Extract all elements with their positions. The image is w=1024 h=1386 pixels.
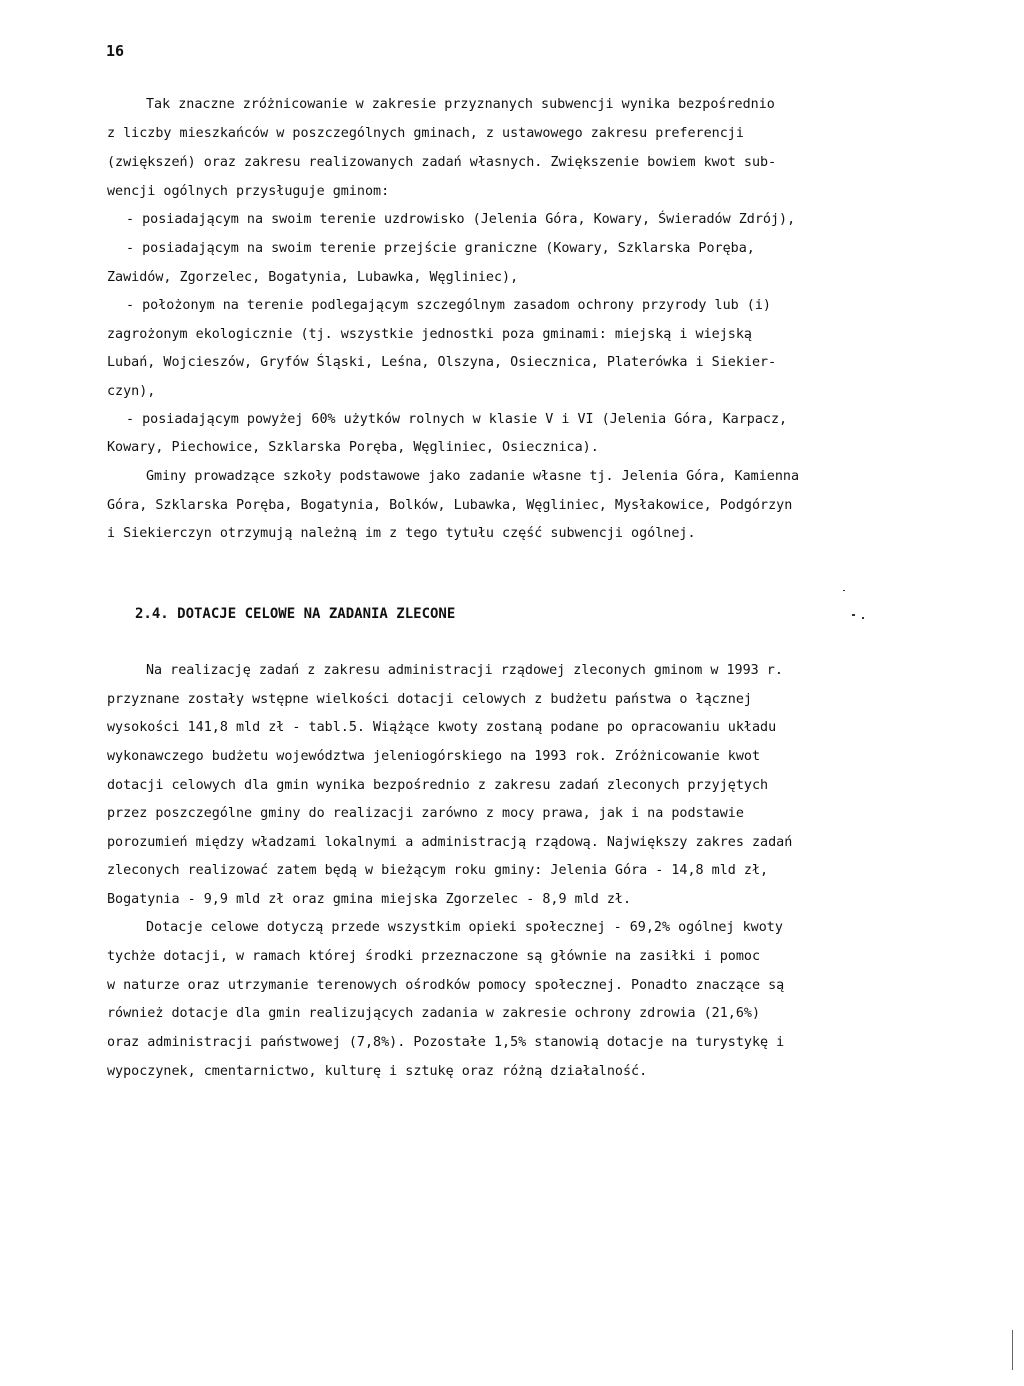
text-line: również dotacje dla gmin realizujących zadania w zakresie ochrony zdrowia (21,6%): [107, 1006, 761, 1021]
text-line: przez poszczególne gminy do realizacji zarówno z mocy prawa, jak i na podstawie: [107, 806, 744, 821]
page-number: 16: [106, 42, 125, 60]
text-line: wykonawczego budżetu województwa jeleniogórskiego na 1993 rok. Zróżnicowanie kwot: [107, 749, 761, 764]
list-item: - posiadającym powyżej 60% użytków rolnych w klasie V i VI (Jelenia Góra, Karpacz,: [126, 412, 788, 427]
text-line: i Siekierczyn otrzymują należną im z tego tytułu część subwencji ogólnej.: [107, 526, 696, 541]
list-item: - posiadającym na swoim terenie przejście graniczne (Kowary, Szklarska Poręba,: [126, 241, 755, 256]
text-line: tychże dotacji, w ramach której środki przeznaczone są głównie na zasiłki i pomoc: [107, 949, 761, 964]
text-line: Gminy prowadzące szkoły podstawowe jako zadanie własne tj. Jelenia Góra, Kamienna: [146, 469, 800, 484]
text-line: porozumień między władzami lokalnymi a administracją rządową. Największy zakres zadań: [107, 835, 793, 850]
scan-artifact: [852, 614, 855, 616]
text-line: czyn),: [107, 384, 156, 399]
text-line: Zawidów, Zgorzelec, Bogatynia, Lubawka, Węgliniec),: [107, 270, 519, 285]
text-line: Kowary, Piechowice, Szklarska Poręba, Węgliniec, Osiecznica).: [107, 440, 599, 455]
text-line: dotacji celowych dla gmin wynika bezpośrednio z zakresu zadań zleconych przyjętych: [107, 778, 769, 793]
text-line: zleconych realizować zatem będą w bieżącym roku gminy: Jelenia Góra - 14,8 mld zł,: [107, 863, 769, 878]
text-line: z liczby mieszkańców w poszczególnych gminach, z ustawowego zakresu preferencji: [107, 126, 744, 141]
list-item: - posiadającym na swoim terenie uzdrowisko (Jelenia Góra, Kowary, Świeradów Zdrój),: [126, 212, 796, 227]
text-line: oraz administracji państwowej (7,8%). Pozostałe 1,5% stanowią dotacje na turystykę i: [107, 1035, 785, 1050]
text-line: Góra, Szklarska Poręba, Bogatynia, Bolków, Lubawka, Węgliniec, Mysłakowice, Podgórzyn: [107, 498, 793, 513]
scan-artifact: [1012, 1330, 1013, 1370]
text-line: Na realizację zadań z zakresu administracji rządowej zleconych gminom w 1993 r.: [146, 663, 783, 678]
scan-artifact: [843, 590, 845, 591]
text-line: w naturze oraz utrzymanie terenowych ośrodków pomocy społecznej. Ponadto znaczące są: [107, 978, 785, 993]
scan-artifact: [862, 617, 864, 619]
text-line: zagrożonym ekologicznie (tj. wszystkie jednostki poza gminami: miejską i wiejską: [107, 327, 752, 342]
section-heading: 2.4. DOTACJE CELOWE NA ZADANIA ZLECONE: [135, 606, 456, 622]
text-line: Dotacje celowe dotyczą przede wszystkim opieki społecznej - 69,2% ogólnej kwoty: [146, 920, 783, 935]
text-line: (zwiększeń) oraz zakresu realizowanych zadań własnych. Zwiększenie bowiem kwot sub-: [107, 155, 777, 170]
text-line: wencji ogólnych przysługuje gminom:: [107, 184, 390, 199]
list-item: - położonym na terenie podlegającym szczególnym zasadom ochrony przyrody lub (i): [126, 298, 771, 313]
text-line: przyznane zostały wstępne wielkości dotacji celowych z budżetu państwa o łącznej: [107, 692, 752, 707]
text-line: Bogatynia - 9,9 mld zł oraz gmina miejska Zgorzelec - 8,9 mld zł.: [107, 892, 632, 907]
text-line: wypoczynek, cmentarnictwo, kulturę i sztukę oraz różną działalność.: [107, 1064, 648, 1079]
text-line: Tak znaczne zróżnicowanie w zakresie przyznanych subwencji wynika bezpośrednio: [146, 97, 775, 112]
text-line: wysokości 141,8 mld zł - tabl.5. Wiążące kwoty zostaną podane po opracowaniu układu: [107, 720, 777, 735]
text-line: Lubań, Wojcieszów, Gryfów Śląski, Leśna, Olszyna, Osiecznica, Platerówka i Siekier-: [107, 355, 777, 370]
